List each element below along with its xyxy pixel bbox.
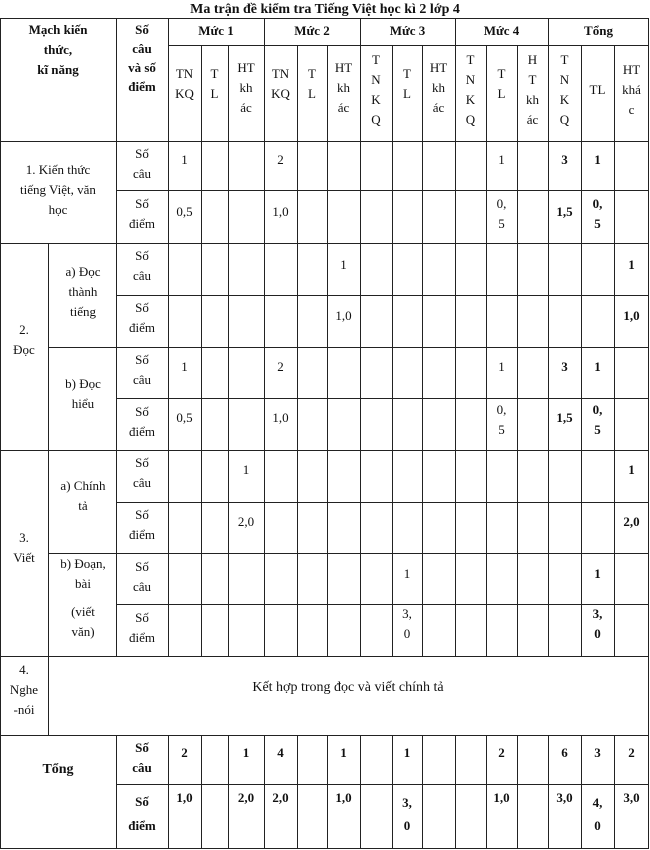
total-cell: 1 [403,745,411,760]
header-level-1: Mức 1 [198,23,234,38]
total-cell: 6 [561,745,568,760]
cell-value: 1 [181,152,188,167]
group-kien-thuc: 1. Kiến thức tiếng Việt, văn học [20,162,96,217]
sub-ht-3: HT kh ác [429,60,448,115]
label-so-cau: Số câu [132,352,152,387]
label-so-cau: Số câu [132,455,152,490]
total-cell: 1,0 [493,790,510,805]
total-cell: 0 [594,818,601,833]
group-chinh-ta: a) Chính tả [60,478,106,513]
cell-value: 1,0 [272,410,289,425]
sub-tl-1: T L [210,66,219,101]
cell-value: 1 [498,152,505,167]
total-cell: 4, [592,795,603,810]
label-so-cau: Số câu [132,248,152,283]
cell-value: 0,5 [176,204,193,219]
page-title: Ma trận đề kiểm tra Tiếng Việt học kì 2 lớp 4 [190,2,460,17]
cell-value: 0, 5 [592,196,603,231]
cell-value: 1 [181,359,188,374]
group-nghe-noi: 4. Nghe -nói [9,662,39,717]
cell-value: 2,0 [623,514,640,529]
header-level-4: Mức 4 [483,23,520,38]
label-so-diem: Số điểm [129,610,155,645]
sub-tnkq-4: T N K Q [465,52,476,127]
sub-tl-total: TL [589,82,606,97]
sub-tl-3: T L [403,66,411,101]
group-viet: 3. Viết [13,530,35,565]
total-cell: 4 [277,745,284,760]
cell-value: 1 [242,462,250,477]
cell-value: 1,0 [623,308,640,323]
total-cell: 2 [498,745,505,760]
cell-value: 1 [403,566,411,581]
label-so-diem: Số điểm [129,300,155,335]
sub-tnkq-1: TN KQ [175,66,194,101]
cell-value: 1 [594,566,601,581]
header-level-3: Mức 3 [389,23,426,38]
cell-value: 2 [277,359,284,374]
total-cell: 2,0 [237,790,255,805]
cell-value: 1 [628,257,635,272]
total-cell: 2,0 [272,790,289,805]
total-cell: 3 [594,745,601,760]
sub-ht-total: HT khá c [622,62,641,117]
sub-tnkq-2: TN KQ [271,66,290,101]
header-topic: Mạch kiến thức, kĩ năng [28,22,88,77]
cell-value: 0, 5 [496,196,507,231]
header-level-2: Mức 2 [294,23,330,38]
group-doc: 2. Đọc [13,322,35,357]
label-so-cau: Số câu [132,559,152,594]
cell-value: 1,5 [556,204,573,219]
label-so-diem: Số điểm [129,404,155,439]
label-so-diem: Số điểm [129,196,155,231]
cell-value: 0, 5 [496,402,507,437]
cell-value: 3, 0 [402,606,412,641]
cell-value: 1,0 [335,308,352,323]
cell-value: 2 [277,152,284,167]
total-cell: 1,0 [335,790,352,805]
group-viet-van: (viết văn) [71,604,95,639]
group-doc-thanh-tieng: a) Đọc thành tiếng [65,264,101,319]
sub-tnkq-total: T N K Q [559,52,570,127]
cell-value: 2,0 [237,514,255,529]
sub-ht-4: H T kh ác [526,52,539,127]
total-cell: 2 [628,745,635,760]
label-diem: điểm [128,818,156,833]
cell-value: 3 [561,152,568,167]
cell-value: 1,5 [556,410,573,425]
group-doc-hieu: b) Đọc hiểu [65,376,101,411]
cell-value: 3 [561,359,568,374]
sub-ht-1: HT kh ác [237,60,255,115]
total-cell: 1 [242,745,250,760]
label-so-cau: Số câu [132,740,152,775]
total-cell: 0 [403,818,411,833]
sub-tl-4: T L [497,66,506,101]
sub-tl-2: T L [308,66,316,101]
cell-value: 3, 0 [592,606,603,641]
cell-value: 1,0 [272,204,289,219]
header-total: Tổng [584,23,613,38]
cell-value: 1 [498,359,505,374]
sub-tnkq-3: T N K Q [371,52,381,127]
cell-value: 0,5 [176,410,193,425]
total-cell: 1,0 [176,790,193,805]
cell-value: 1 [594,152,601,167]
cell-value: 1 [340,257,347,272]
total-cell: 3,0 [556,790,573,805]
sub-ht-2: HT kh ác [334,60,353,115]
total-cell: 3,0 [623,790,640,805]
label-so-cau: Số câu [132,146,152,181]
nghe-noi-note: Kết hợp trong đọc và viết chính tả [252,680,444,695]
total-cell: 3, [402,795,412,810]
cell-value: 0, 5 [592,402,603,437]
cell-value: 1 [594,359,601,374]
total-cell: 1 [340,745,347,760]
group-doan-bai: b) Đoạn, bài [60,556,106,591]
label-so-diem: Số điểm [129,507,155,542]
label-so: Số [135,794,149,809]
cell-value: 1 [628,462,635,477]
total-cell: 2 [181,745,188,760]
header-count-score: Số câu và số điểm [128,22,156,94]
group-total: Tổng [42,762,74,777]
